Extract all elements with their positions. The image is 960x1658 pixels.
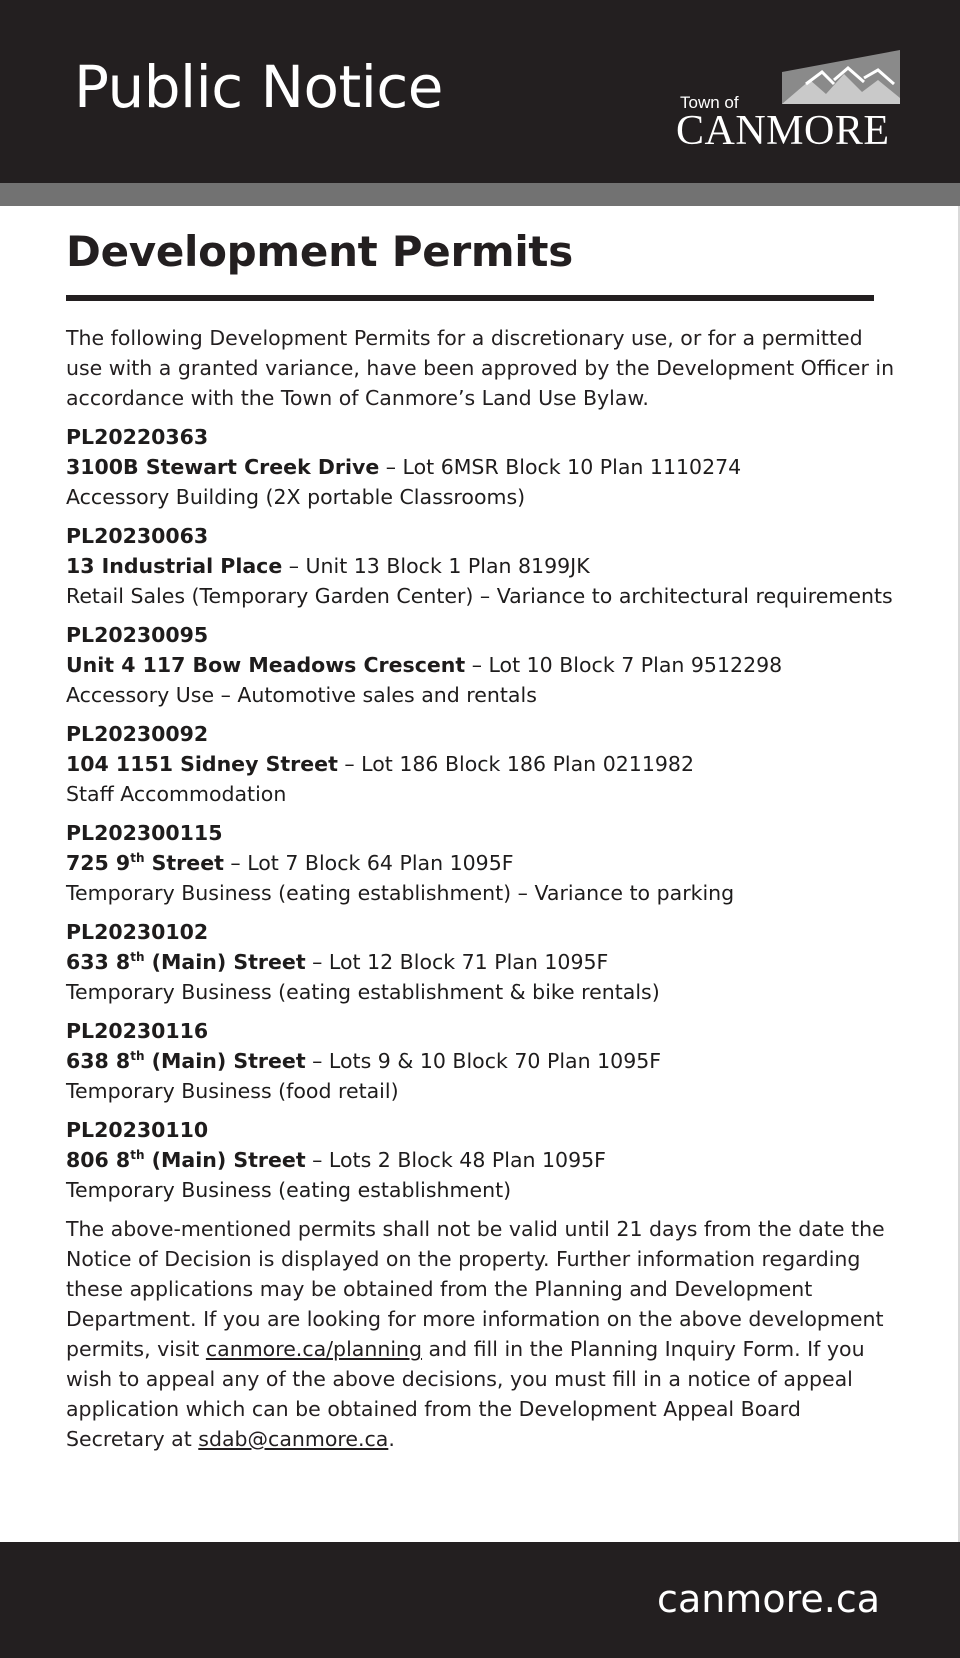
permit-address: [66, 554, 282, 578]
permit-number: PL20230095: [66, 623, 209, 647]
permit-location: [66, 749, 898, 779]
permit-entry: [66, 620, 898, 710]
permit-number: PL20230116: [66, 1019, 209, 1043]
permit-address: [66, 1049, 306, 1073]
permit-legal-description: – Lot 7 Block 64 Plan 1095F: [223, 851, 514, 875]
permit-address: [66, 851, 224, 875]
permit-address: [66, 455, 379, 479]
permit-use: Accessory Building (2X portable Classrooms): [66, 485, 526, 509]
permit-location: [66, 650, 898, 680]
permit-legal-description: – Lot 6MSR Block 10 Plan 1110274: [379, 455, 742, 479]
permit-address-ordinal: th: [130, 1148, 145, 1163]
permit-address-main: 806 8: [66, 1148, 131, 1172]
permit-entry: [66, 422, 898, 512]
closing-text-1: The above-mentioned permits shall not be valid until 21 days from the date the Notice of Decision is displayed on the property. Further information regarding these applications may be obtained from the Planning and Development Department. If you are looking for more information on the above development permits, visit: [66, 1217, 885, 1361]
permit-address-main: 104 1151 Sidney Street: [66, 752, 338, 776]
permit-address-main: 633 8: [66, 950, 131, 974]
permit-legal-description: – Unit 13 Block 1 Plan 8199JK: [282, 554, 590, 578]
header-bar: [0, 0, 960, 183]
permit-entry: [66, 1016, 898, 1106]
permit-address-suffix: (Main) Street: [144, 1148, 306, 1172]
permit-use: Retail Sales (Temporary Garden Center) – Variance to architectural requirements: [66, 584, 893, 608]
permit-number: PL20220363: [66, 425, 209, 449]
planning-link[interactable]: canmore.ca/planning: [205, 1337, 423, 1361]
permit-address-ordinal: th: [130, 1049, 145, 1064]
footer-bar: [0, 1542, 960, 1658]
permit-number: PL20230110: [66, 1118, 209, 1142]
logo-town-of: Town of: [680, 93, 739, 112]
closing-text-2: and fill in the Planning Inquiry Form. If you wish to appeal any of the above decisions, you must fill in a notice of appeal application which can be obtained from the Development Appeal Board Secretary at: [66, 1337, 865, 1451]
footer-website[interactable]: canmore.ca: [657, 1577, 880, 1621]
permit-address: [66, 752, 338, 776]
permit-address-main: 13 Industrial Place: [66, 554, 283, 578]
header-band: [0, 183, 960, 206]
permit-address-main: 3100B Stewart Creek Drive: [66, 455, 380, 479]
permit-use: Accessory Use – Automotive sales and rentals: [66, 683, 537, 707]
sdab-email-link[interactable]: sdab@canmore.ca: [198, 1427, 389, 1451]
closing-paragraph: [66, 1214, 898, 1454]
mountain-logo-icon: [782, 50, 902, 104]
permit-entry: [66, 719, 898, 809]
permit-address: [66, 653, 465, 677]
permit-list: [66, 422, 898, 1205]
permit-use: Temporary Business (eating establishment) – Variance to parking: [66, 881, 735, 905]
permit-legal-description: – Lots 9 & 10 Block 70 Plan 1095F: [305, 1049, 662, 1073]
permit-entry: [66, 917, 898, 1007]
permit-location: [66, 848, 898, 878]
permit-location: [66, 1046, 898, 1076]
permit-entry: [66, 521, 898, 611]
permit-location: [66, 452, 898, 482]
permit-address-suffix: (Main) Street: [144, 1049, 306, 1073]
logo-canmore: CANMORE: [676, 108, 890, 154]
permit-legal-description: – Lot 186 Block 186 Plan 0211982: [337, 752, 694, 776]
permit-number: PL202300115: [66, 821, 223, 845]
permit-use: Staff Accommodation: [66, 782, 287, 806]
permit-location: [66, 1145, 898, 1175]
permit-address-suffix: (Main) Street: [144, 950, 306, 974]
permit-address-main: Unit 4 117 Bow Meadows Crescent: [66, 653, 466, 677]
notice-content: [66, 226, 898, 1454]
permit-legal-description: – Lot 12 Block 71 Plan 1095F: [305, 950, 609, 974]
permit-legal-description: – Lots 2 Block 48 Plan 1095F: [305, 1148, 606, 1172]
permit-address-suffix: Street: [144, 851, 224, 875]
permit-use: Temporary Business (eating establishment & bike rentals): [66, 980, 660, 1004]
permit-number: PL20230063: [66, 524, 209, 548]
permit-legal-description: – Lot 10 Block 7 Plan 9512298: [465, 653, 783, 677]
permit-address-ordinal: th: [130, 950, 145, 965]
page-title: Public Notice: [74, 53, 443, 121]
permit-address-main: 638 8: [66, 1049, 131, 1073]
permit-entry: [66, 818, 898, 908]
title-divider: [66, 295, 874, 301]
permit-address: [66, 1148, 306, 1172]
closing-text-3: .: [388, 1427, 395, 1451]
permit-location: [66, 947, 898, 977]
permit-number: PL20230092: [66, 722, 209, 746]
permit-entry: [66, 1115, 898, 1205]
permit-address-ordinal: th: [130, 851, 145, 866]
permit-use: Temporary Business (eating establishment): [66, 1178, 512, 1202]
town-of-canmore-logo: [672, 48, 912, 154]
intro-paragraph: The following Development Permits for a discretionary use, or for a permitted use with a granted variance, have been approved by the Development Officer in accordance with the Town of Canmore’s Land Use Bylaw.: [66, 326, 895, 410]
permit-use: Temporary Business (food retail): [66, 1079, 399, 1103]
section-title: Development Permits: [66, 227, 573, 276]
permit-number: PL20230102: [66, 920, 209, 944]
permit-location: [66, 551, 898, 581]
permit-address-main: 725 9: [66, 851, 131, 875]
permit-address: [66, 950, 306, 974]
